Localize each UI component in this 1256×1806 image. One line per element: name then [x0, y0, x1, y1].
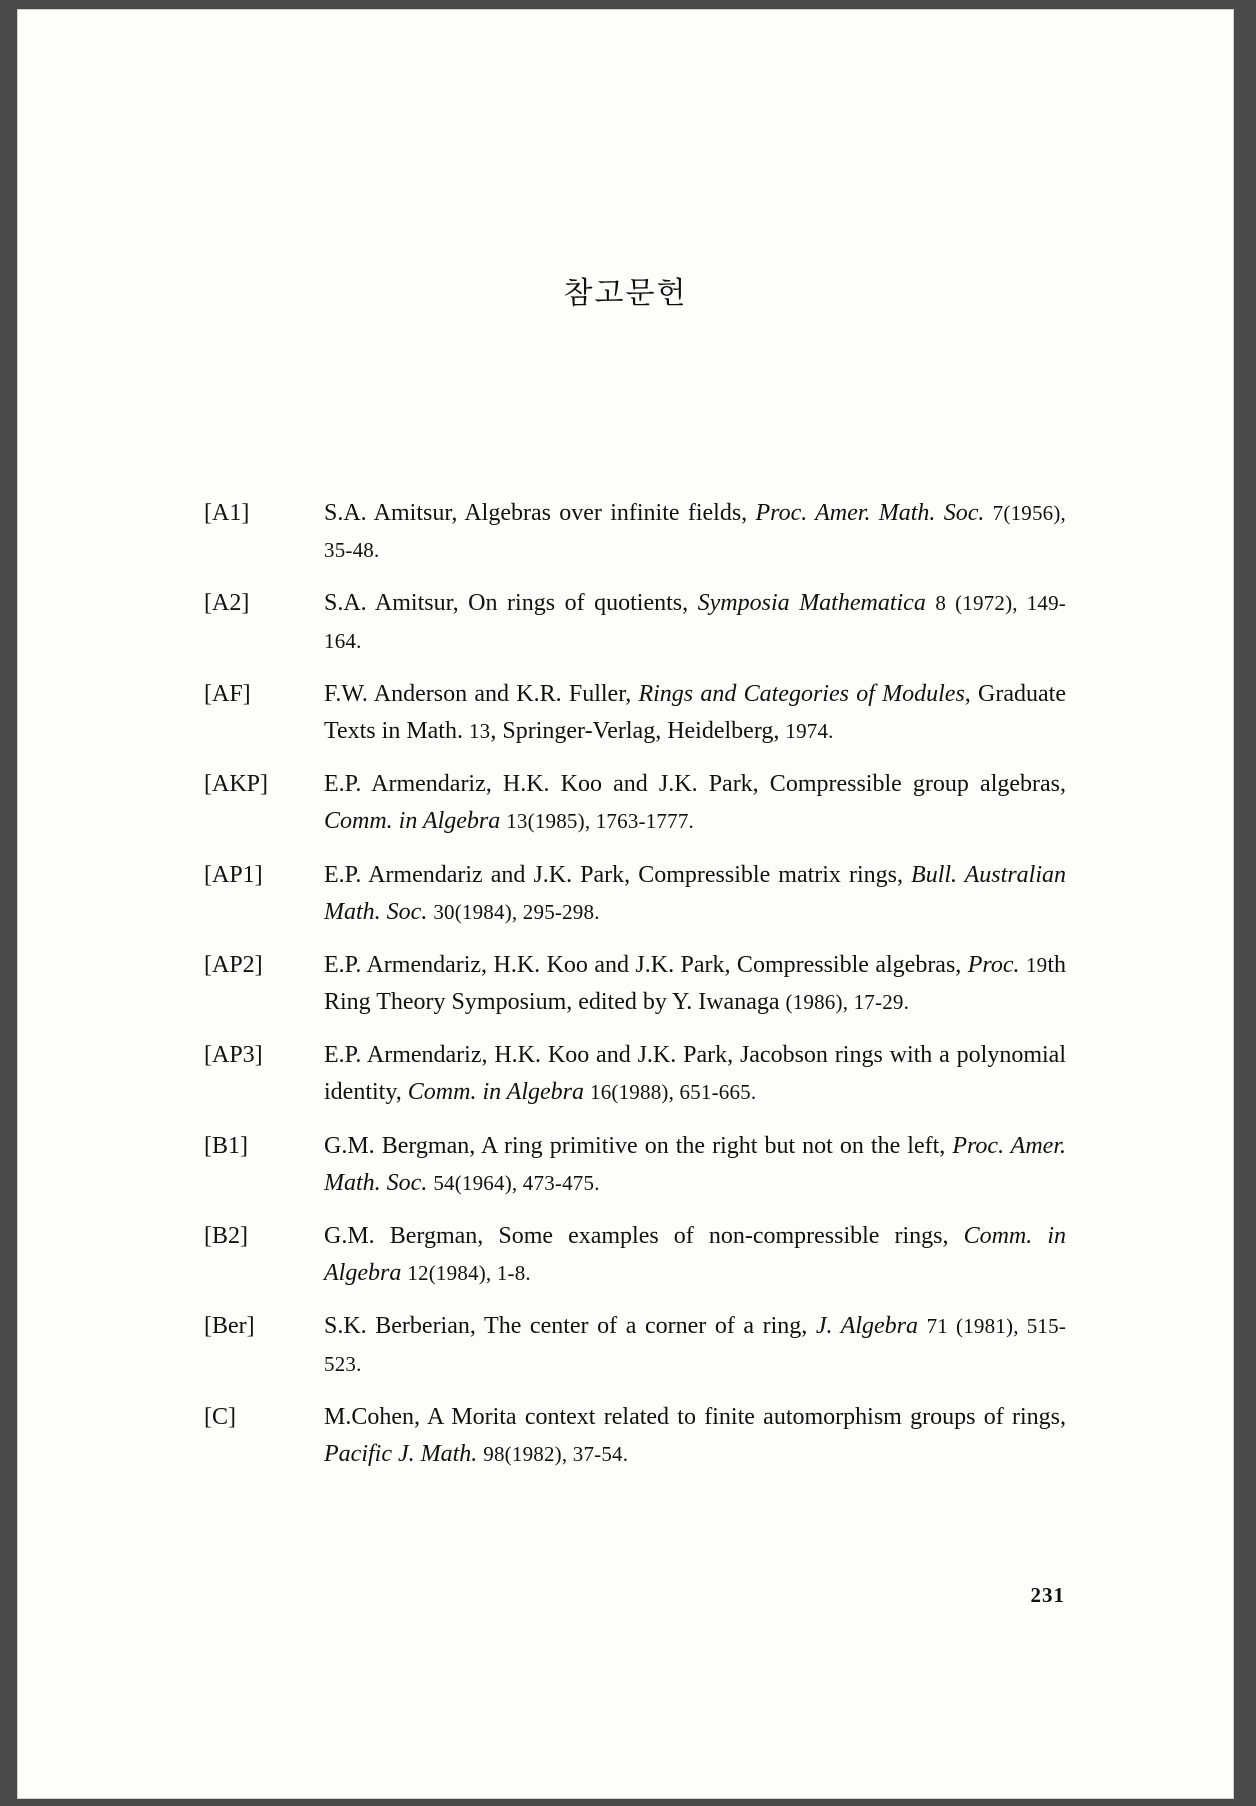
document-page — [18, 10, 1233, 1798]
page-content — [18, 10, 1233, 1798]
reference-text: E.P. Armendariz, H.K. Koo and J.K. Park, Compressible group algebras, Comm. in Algebra 13(1985), 1763-1777. — [324, 771, 1066, 835]
reference-entry — [204, 585, 1066, 659]
reference-key: [AP3] — [204, 1042, 263, 1069]
reference-text: E.P. Armendariz, H.K. Koo and J.K. Park, Jacobson rings with a polynomial identity, Comm. in Algebra 16(1988), 651-665. — [324, 1042, 1066, 1106]
reference-entry — [204, 857, 1066, 931]
scan-edge-bottom — [0, 1798, 1256, 1806]
reference-key: [A2] — [204, 590, 250, 617]
reference-text: S.K. Berberian, The center of a corner of a ring, J. Algebra 71 (1981), 515-523. — [324, 1313, 1067, 1376]
reference-entry — [204, 947, 1066, 1021]
reference-text: M.Cohen, A Morita context related to finite automorphism groups of rings, Pacific J. Math. 98(1982), 37-54. — [324, 1403, 1066, 1467]
reference-text: G.M. Bergman, A ring primitive on the right but not on the left, Proc. Amer. Math. Soc. 54(1964), 473-475. — [324, 1132, 1067, 1196]
scan-edge-left — [0, 0, 18, 1806]
reference-entry — [204, 1128, 1066, 1202]
reference-key: [AKP] — [204, 771, 268, 798]
reference-entry — [204, 1308, 1066, 1382]
reference-text: G.M. Bergman, Some examples of non-compressible rings, Comm. in Algebra 12(1984), 1-8. — [324, 1223, 1066, 1287]
page-title: 참고문헌 — [563, 276, 688, 311]
reference-list — [204, 495, 1066, 1489]
reference-entry — [204, 1399, 1066, 1473]
reference-key: [AF] — [204, 680, 251, 707]
scan-edge-top — [0, 0, 1256, 10]
reference-text: S.A. Amitsur, Algebras over infinite fields, Proc. Amer. Math. Soc. 7(1956), 35-48. — [324, 500, 1067, 563]
reference-entry — [204, 495, 1066, 569]
reference-key: [B1] — [204, 1132, 248, 1159]
reference-text: E.P. Armendariz, H.K. Koo and J.K. Park, Compressible algebras, Proc. 19th Ring Theory Symposium, edited by Y. Iwanaga (1986), 17-29. — [324, 951, 1067, 1016]
reference-key: [C] — [204, 1403, 236, 1430]
reference-key: [A1] — [204, 500, 250, 526]
reference-key: [AP1] — [204, 861, 263, 888]
reference-key: [Ber] — [204, 1313, 255, 1340]
reference-entry — [204, 766, 1066, 840]
reference-key: [B2] — [204, 1223, 248, 1249]
reference-text: E.P. Armendariz and J.K. Park, Compressible matrix rings, Bull. Australian Math. Soc. 30(1984), 295-298. — [324, 861, 1066, 925]
reference-key: [AP2] — [204, 951, 263, 978]
page-number: 231 — [1030, 1583, 1065, 1607]
reference-entry — [204, 1037, 1066, 1111]
reference-entry — [204, 1218, 1066, 1292]
scan-edge-right — [1233, 0, 1256, 1806]
reference-entry — [204, 676, 1066, 750]
reference-text: F.W. Anderson and K.R. Fuller, Rings and Categories of Modules, Graduate Texts in Math. 13, Springer-Verlag, Heidelberg, 1974. — [324, 680, 1066, 744]
reference-text: S.A. Amitsur, On rings of quotients, Symposia Mathematica 8 (1972), 149-164. — [324, 590, 1066, 653]
